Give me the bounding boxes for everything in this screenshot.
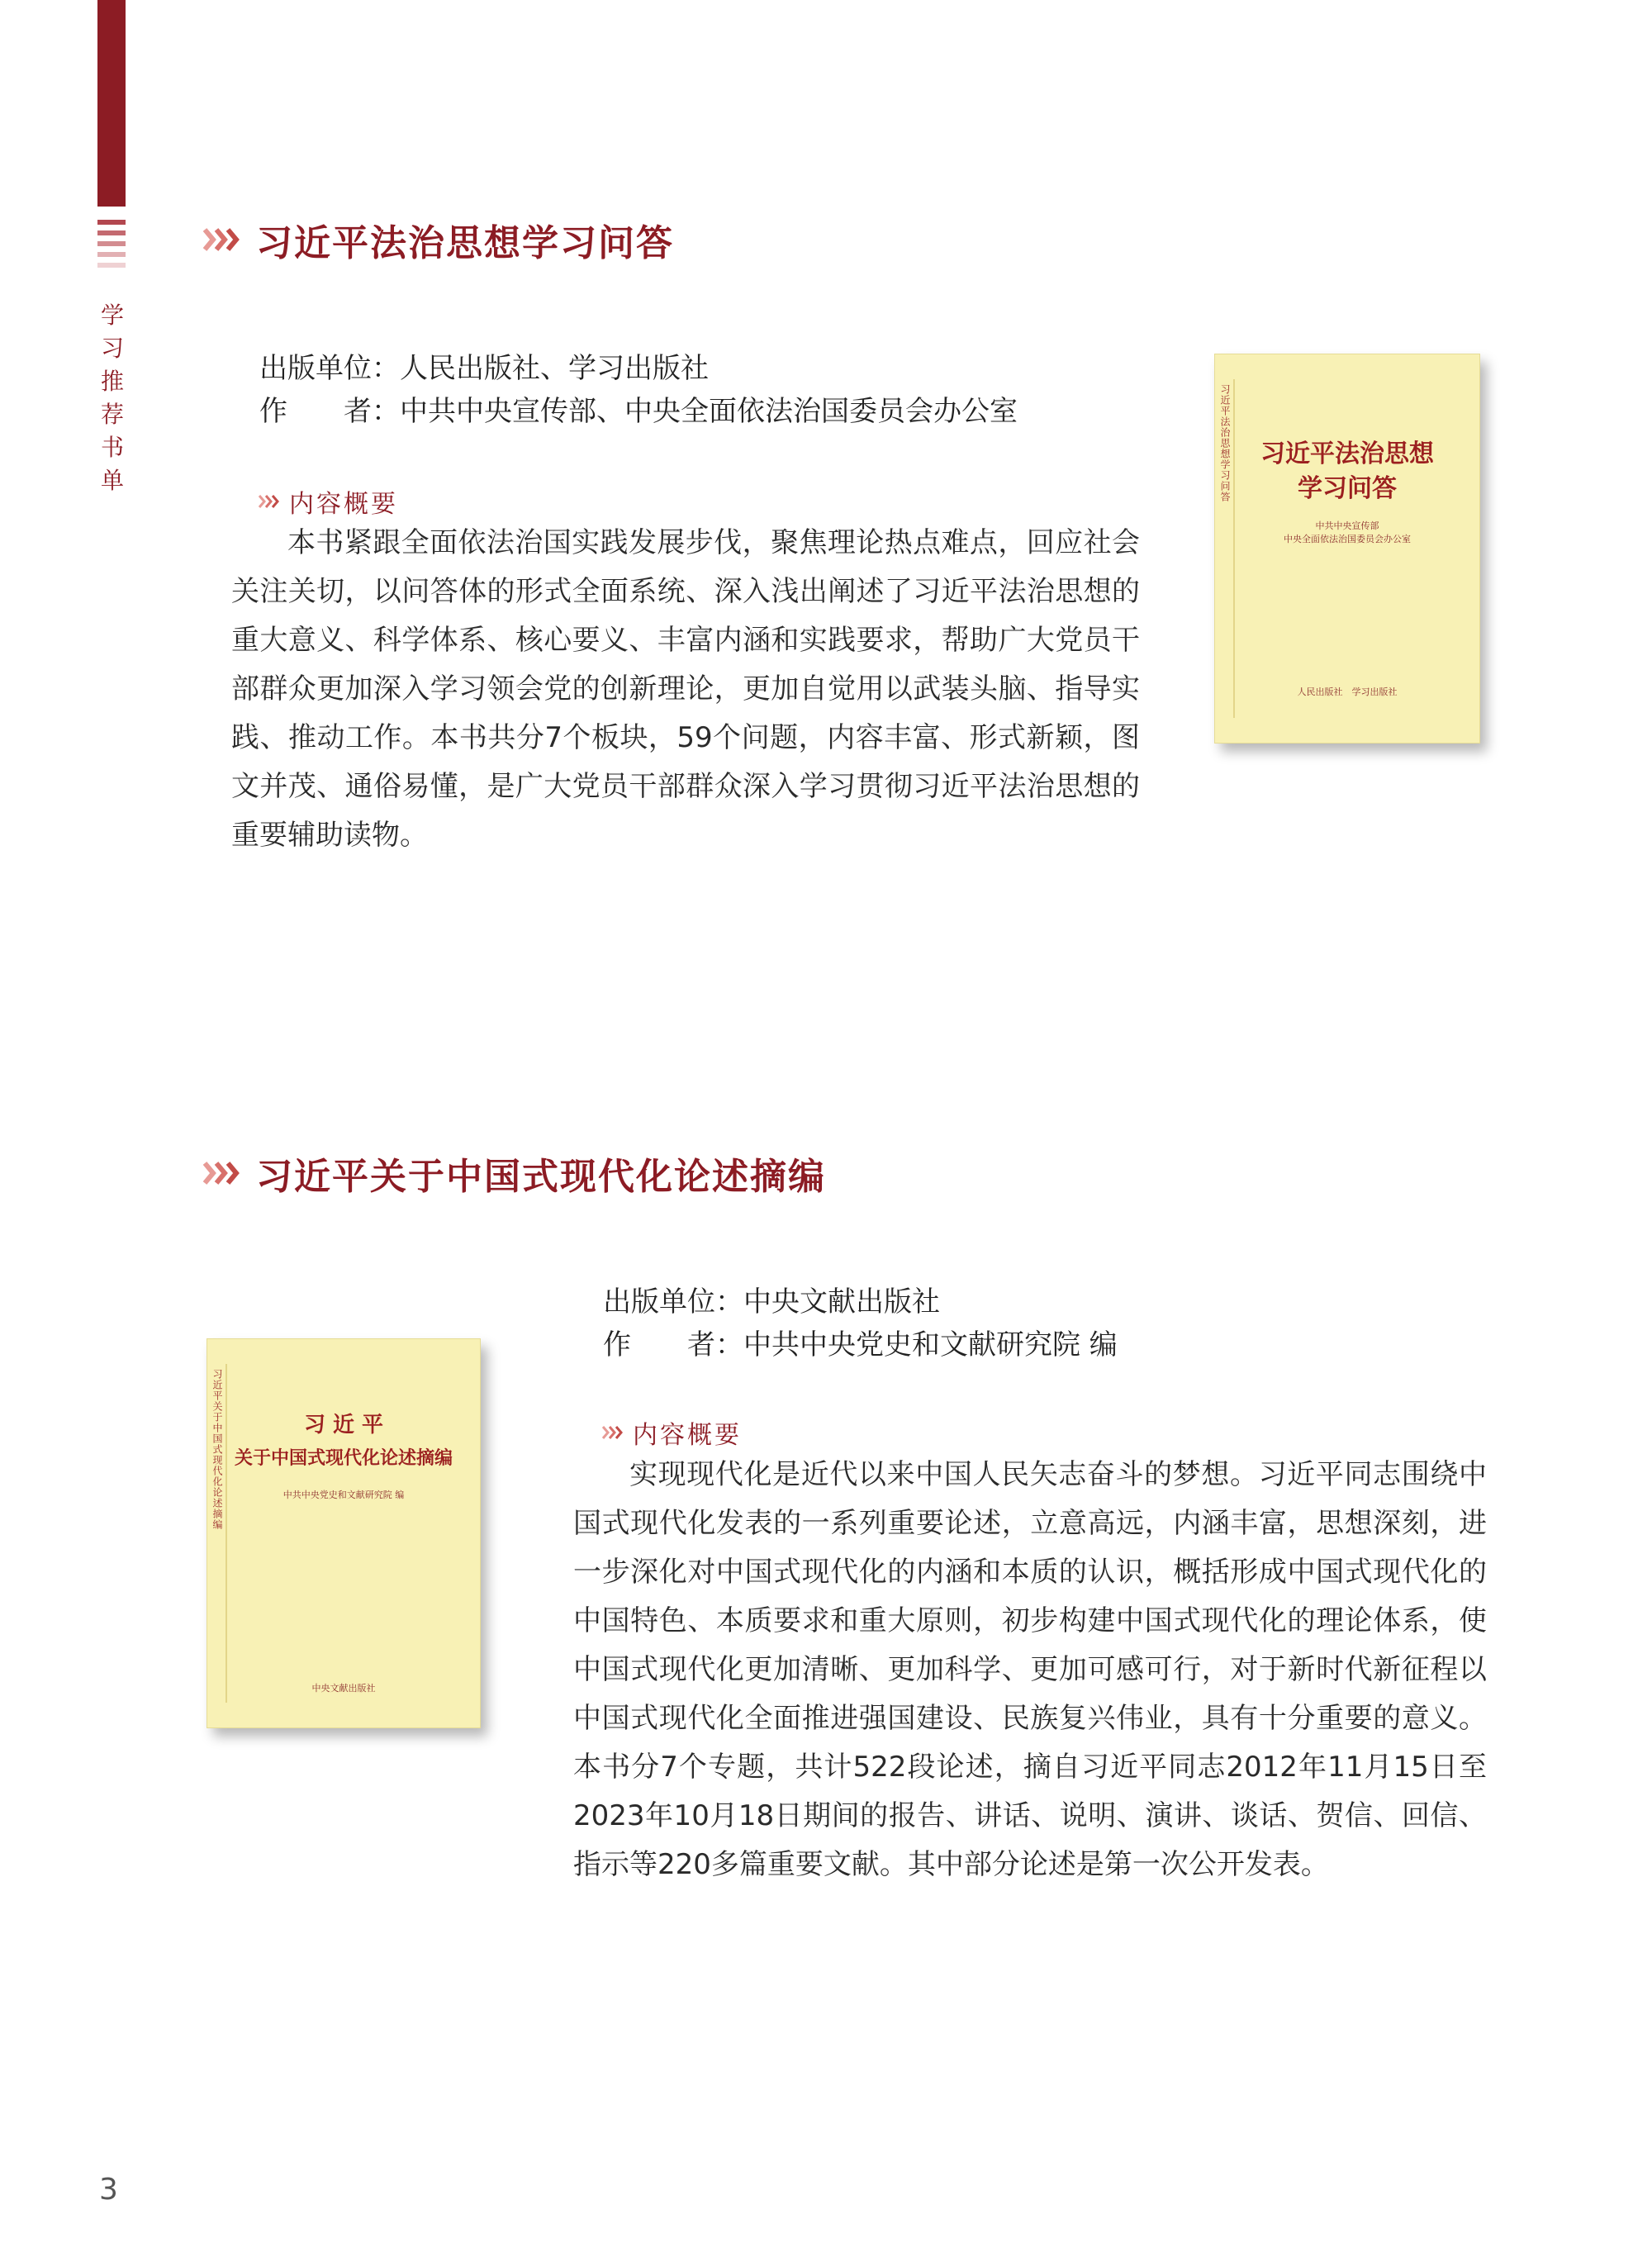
book2-cover-title <box>207 1409 480 1475</box>
small-chevron-icon <box>601 1423 624 1442</box>
book1-cover-publisher: 人民出版社 学习出版社 <box>1297 687 1398 697</box>
book1-cover <box>1214 354 1480 744</box>
book1-cover-author-line: 中央全面依法治国委员会办公室 <box>1284 534 1411 544</box>
book1-title-text: 习近平法治思想学习问答 <box>256 222 674 264</box>
book1-cover-author-line: 中共中央宣传部 <box>1315 520 1379 531</box>
section-label-char: 荐 <box>100 401 124 428</box>
book1-cover-spine-text: 习近平法治思想学习问答 <box>1219 384 1231 502</box>
publisher-key: 出版单位： <box>603 1285 743 1319</box>
section-label-char: 推 <box>100 368 124 395</box>
triple-chevron-icon <box>202 223 243 256</box>
book2-summary: 实现现代化是近代以来中国人民矢志奋斗的梦想。习近平同志围绕中国式现代化发表的一系列重要论述，立意高远，内涵丰富，思想深刻，进一步深化对中国式现代化的内涵和本质的认识，概括形成中国式现代化的中国特色、本质要求和重大原则，初步构建中国式现代化的理论体系，使中国式现代化更加清晰、更加科学、更加可感可行，对于新时代新征程以中国式现代化全面推进强国建设、民族复兴伟业，具有十分重要的意义。本书分7个专题，共计522段论述，摘自习近平同志2012年11月15日至2023年10月18日期间的报告、讲话、说明、演讲、谈话、贺信、回信、指示等220多篇重要文献。其中部分论述是第一次公开发表。 <box>573 1458 1487 1881</box>
book1-publisher: 人民出版社、学习出版社 <box>400 352 709 385</box>
book2-meta <box>603 1281 1118 1366</box>
book1-author: 中共中央宣传部、中央全面依法治国委员会办公室 <box>400 395 1018 428</box>
book1-summary-heading <box>258 483 398 520</box>
book1-cover-title-line: 习近平法治思想 <box>1260 440 1434 468</box>
author-key: 作 者： <box>603 1328 743 1361</box>
small-chevron-icon <box>258 492 281 511</box>
page-number: 3 <box>99 2173 118 2207</box>
book1-author-row <box>259 390 1018 433</box>
book1-cover-title <box>1215 437 1479 506</box>
book2-author: 中共中央党史和文献研究院 编 <box>743 1328 1118 1361</box>
section-label-char: 习 <box>100 335 124 362</box>
side-stripes <box>97 220 126 273</box>
book1-publisher-row <box>259 347 1018 390</box>
triple-chevron-icon <box>202 1157 243 1190</box>
book1-title <box>202 213 674 266</box>
section-label-vertical <box>93 299 132 497</box>
book2-summary-heading-text: 内容概要 <box>633 1421 742 1450</box>
book2-author-row <box>603 1323 1118 1366</box>
section-label-char: 单 <box>100 467 124 494</box>
book1-cover-authors <box>1215 520 1479 546</box>
book1-summary-heading-text: 内容概要 <box>289 490 398 519</box>
side-accent-bar <box>97 0 126 207</box>
section-label-char: 学 <box>100 302 124 329</box>
section-label-char: 书 <box>100 434 124 461</box>
book2-publisher: 中央文献出版社 <box>743 1285 940 1319</box>
book2-cover-author: 中共中央党史和文献研究院 编 <box>282 1490 405 1500</box>
book2-cover-spine-text: 习近平关于中国式现代化论述摘编 <box>211 1369 223 1530</box>
book1-summary: 本书紧跟全面依法治国实践发展步伐，聚焦理论热点难点，回应社会关注关切，以问答体的形式全面系统、深入浅出阐述了习近平法治思想的重大意义、科学体系、核心要义、丰富内涵和实践要求，帮助广大党员干部群众更加深入学习领会党的创新理论，更加自觉用以武装头脑、指导实践、推动工作。本书共分7个板块，59个问题，内容丰富、形式新颖，图文并茂、通俗易懂，是广大党员干部群众深入学习贯彻习近平法治思想的重要辅助读物。 <box>231 526 1140 852</box>
book2-summary-heading <box>601 1414 742 1451</box>
book2-title-text: 习近平关于中国式现代化论述摘编 <box>256 1156 826 1198</box>
book2-cover-title-line: 习 近 平 <box>303 1413 384 1437</box>
book2-cover <box>206 1338 481 1728</box>
publisher-key: 出版单位： <box>259 352 400 385</box>
book1-cover-title-line: 学习问答 <box>1298 474 1397 503</box>
book1-meta <box>259 347 1018 433</box>
book2-cover-title-line: 关于中国式现代化论述摘编 <box>234 1447 453 1469</box>
book2-title <box>202 1147 826 1200</box>
book2-cover-publisher: 中央文献出版社 <box>311 1683 376 1694</box>
author-key: 作 者： <box>259 395 400 428</box>
book2-publisher-row <box>603 1281 1118 1323</box>
